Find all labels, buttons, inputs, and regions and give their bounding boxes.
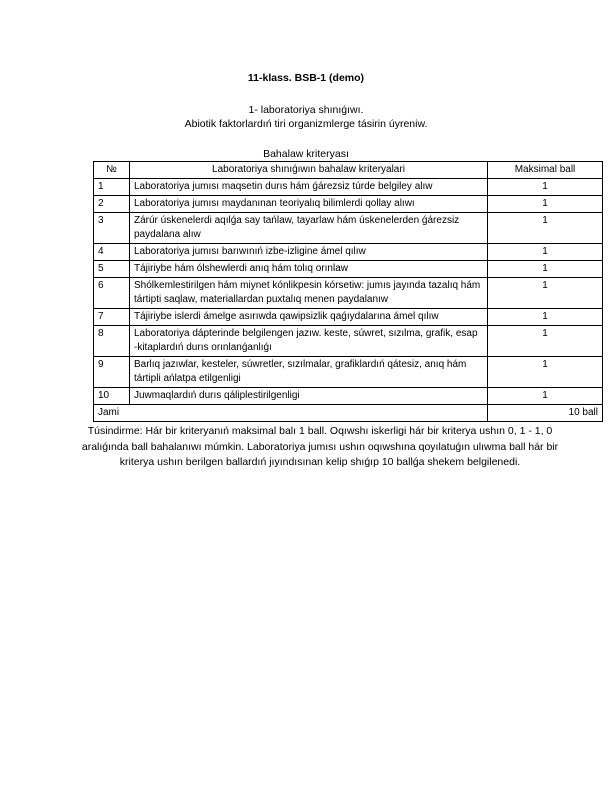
row-number: 9: [94, 357, 130, 388]
criteria-table: [93, 161, 603, 422]
table-row: [94, 388, 603, 405]
page-title: 11-klass. BSB-1 (demo): [247, 72, 365, 84]
column-header-criterion: Laboratoriya shınıǵıwın bahalaw kriteryalari: [130, 162, 488, 179]
row-number: 10: [94, 388, 130, 405]
row-ball: 1: [488, 278, 603, 309]
row-ball: 1: [488, 261, 603, 278]
row-number: 5: [94, 261, 130, 278]
row-number: 1: [94, 179, 130, 196]
table-row: [94, 309, 603, 326]
column-header-max-ball: Maksimal ball: [488, 162, 603, 179]
row-criterion: Laboratoriya jumısı maydanınan teoriyalıq bilimlerdi qollay alıwı: [130, 196, 488, 213]
row-number: 6: [94, 278, 130, 309]
total-value: 10 ball: [488, 405, 603, 422]
table-row: [94, 244, 603, 261]
total-row: [94, 405, 603, 422]
table-row: [94, 196, 603, 213]
row-ball: 1: [488, 388, 603, 405]
row-ball: 1: [488, 179, 603, 196]
row-criterion: Tájiriybe hám ólshewlerdi anıq hám tolıq orınlaw: [130, 261, 488, 278]
row-criterion: Laboratoriya dápterinde belgilengen jazıw. keste, súwret, sızılma, grafik, esap -kitaplardıń durıs orınlanǵanlıǵı: [130, 326, 488, 357]
row-criterion: Zárúr úskenelerdi aqılǵa say tańlaw, tayarlaw hám úskenelerden ǵárezsiz paydalana alıw: [130, 213, 488, 244]
row-ball: 1: [488, 213, 603, 244]
total-label: Jami: [94, 405, 488, 422]
row-number: 8: [94, 326, 130, 357]
table-row: [94, 213, 603, 244]
row-number: 3: [94, 213, 130, 244]
row-criterion: Laboratoriya jumısı barıwınıń izbe-izligine ámel qılıw: [130, 244, 488, 261]
lab-work-title: 1- laboratoriya shınıǵıwı.: [248, 104, 364, 116]
row-ball: 1: [488, 309, 603, 326]
row-criterion: Shólkemlestirilgen hám miynet kónlikpesin kórsetiw: jumıs jayında tazalıq hám tártipti saqlaw, materiallardan puxtalıq menen paydalanıw: [130, 278, 488, 309]
row-ball: 1: [488, 244, 603, 261]
row-number: 4: [94, 244, 130, 261]
table-row: [94, 326, 603, 357]
row-criterion: Laboratoriya jumısı maqsetin durıs hám ǵárezsiz túrde belgiley alıw: [130, 179, 488, 196]
table-row: [94, 179, 603, 196]
row-ball: 1: [488, 357, 603, 388]
row-number: 7: [94, 309, 130, 326]
column-header-number: №: [94, 162, 130, 179]
table-row: [94, 261, 603, 278]
row-criterion: Juwmaqlardıń durıs qáliplestirilgenligi: [130, 388, 488, 405]
table-row: [94, 278, 603, 309]
row-criterion: Tájiriybe islerdi ámelge asırıwda qawipsizlik qaǵıydalarına ámel qılıw: [130, 309, 488, 326]
row-ball: 1: [488, 196, 603, 213]
table-header-row: [94, 162, 603, 179]
lab-work-topic: Abiotik faktorlardıń tiri organizmlerge tásirin úyreniw.: [184, 118, 428, 130]
table-caption: Bahalaw kriteryası: [263, 148, 349, 160]
row-number: 2: [94, 196, 130, 213]
explanation-note: Túsindirme: Hár bir kriteryanıń maksimal balı 1 ball. Oqıwshı iskerligi hár bir kriterya ushın 0, 1 - 1, 0 aralıǵında ball bahalanıwı múmkin. Laboratoriya jumısı ushın oqıwshına qoyılatuǵın ulıwma ball hár bir kriterya ushın berilgen ballardıń jıyındısınan kelip shıǵıp 10 ballǵa shekem belgilenedi.: [81, 425, 559, 468]
row-ball: 1: [488, 326, 603, 357]
table-row: [94, 357, 603, 388]
row-criterion: Barlıq jazıwlar, kesteler, súwretler, sızılmalar, grafiklardıń qátesiz, anıq hám tártipli ańlatpa etilgenligi: [130, 357, 488, 388]
